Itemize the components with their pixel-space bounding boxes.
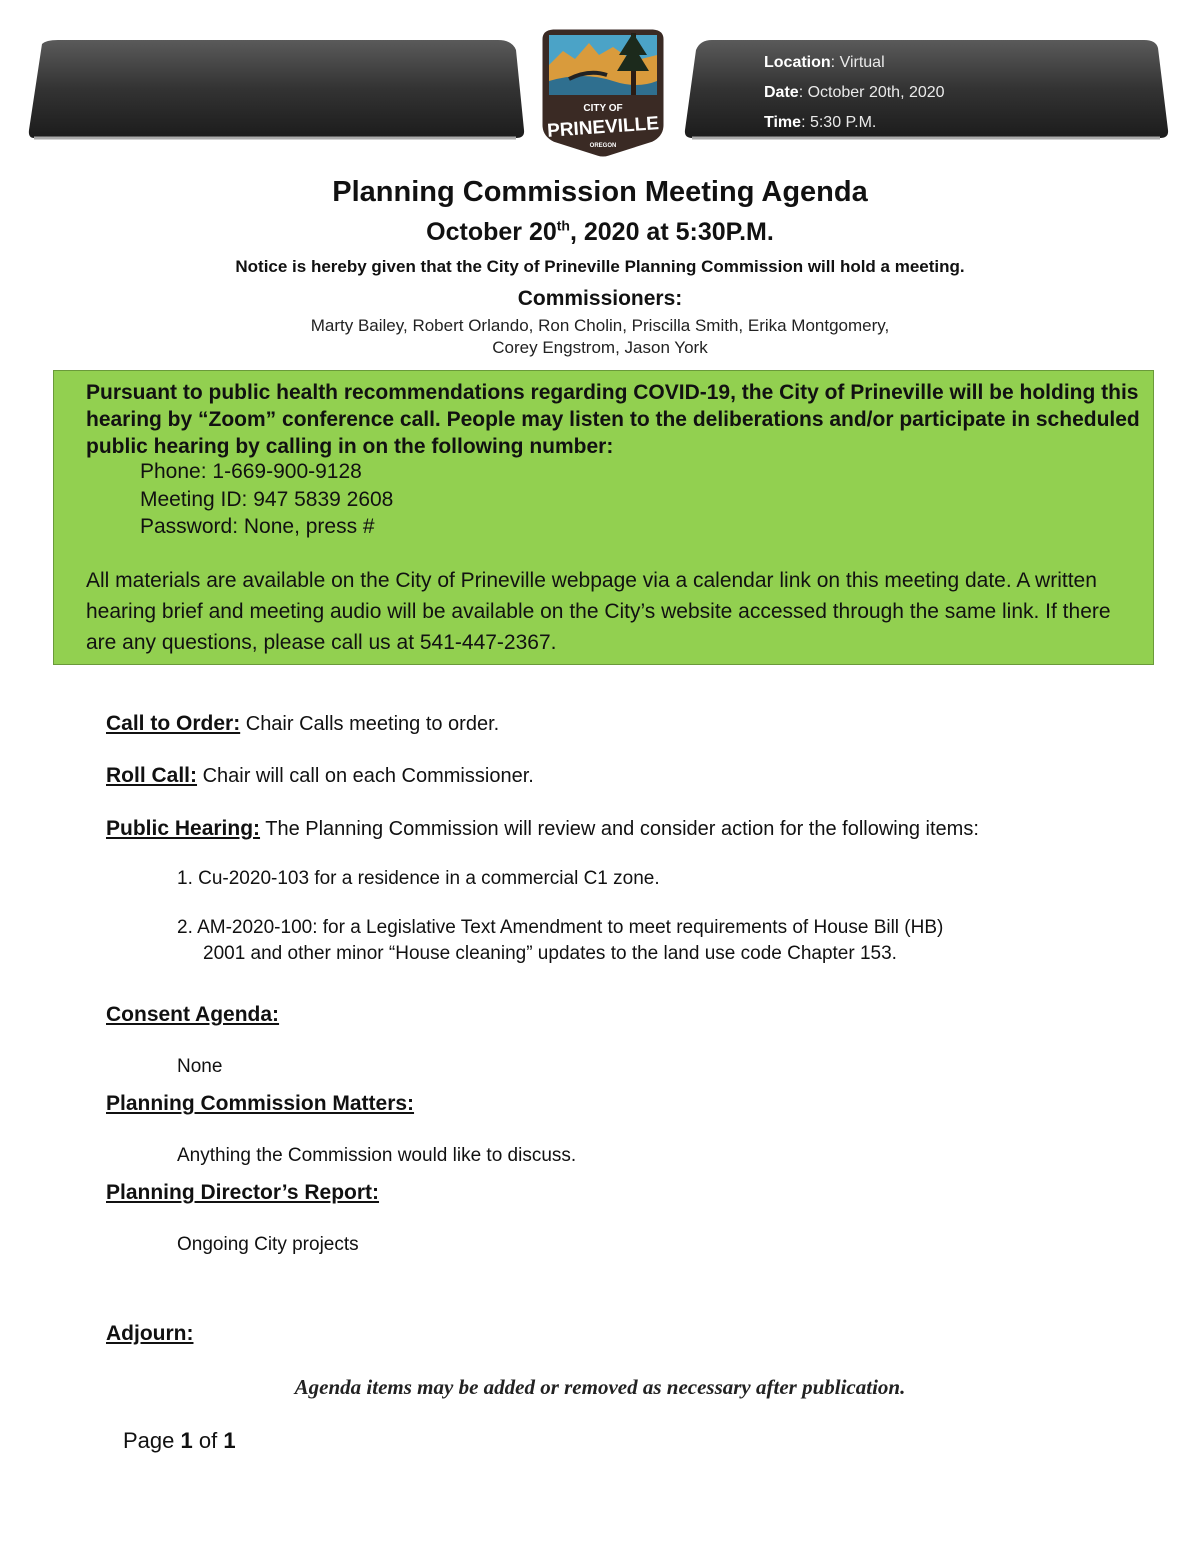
notice-line: Notice is hereby given that the City of Prineville Planning Commission will hold a meeting. (235, 257, 965, 276)
zoom-notice-text: Pursuant to public health recommendations regarding COVID-19, the City of Prineville will be holding this hearing by “Zoom” conference call. People may listen to the deliberations and/or participate in scheduled public hearing by calling in on the following number: (86, 381, 1140, 458)
page-title: Planning Commission Meeting Agenda (332, 176, 868, 208)
public-hearing: Public Hearing: The Planning Commission will review and consider action for the following items: (106, 817, 979, 840)
logo-text-top: CITY OF (583, 103, 623, 114)
hearing-item-1: 1. Cu-2020-103 for a residence in a commercial C1 zone. (177, 868, 660, 889)
meeting-password: Password: None, press # (140, 515, 375, 538)
director-report-heading: Planning Director’s Report: (106, 1181, 380, 1204)
commission-matters-heading: Planning Commission Matters: (106, 1092, 415, 1115)
meeting-date-title: October 20th, 2020 at 5:30P.M. (426, 217, 774, 246)
meeting-info (764, 48, 945, 138)
agenda-disclaimer: Agenda items may be added or removed as necessary after publication. (294, 1375, 906, 1399)
time-line: Time: 5:30 P.M. (764, 114, 877, 131)
header-banner-right (684, 38, 1170, 138)
hearing-item-2: 2. AM-2020-100: for a Legislative Text Amendment to meet requirements of House Bill (HB) 2001 and other minor “House cleaning” updates to the land use code Chapter 153. (177, 917, 944, 964)
call-to-order: Call to Order: Chair Calls meeting to order. (106, 712, 500, 735)
commissioners-list: Marty Bailey, Robert Orlando, Ron Cholin, Priscilla Smith, Erika Montgomery, Corey Engstrom, Jason York (310, 316, 890, 357)
consent-agenda-heading: Consent Agenda: (106, 1003, 280, 1026)
location-line: Location: Virtual (764, 54, 885, 71)
date-line: Date: October 20th, 2020 (764, 84, 945, 101)
roll-call: Roll Call: Chair will call on each Commissioner. (106, 764, 534, 787)
logo-text-main: PRINEVILLE (546, 113, 660, 142)
page-number: Page 1 of 1 (123, 1428, 236, 1453)
phone-number: Phone: 1-669-900-9128 (140, 460, 362, 483)
commissioners-label: Commissioners: (517, 287, 683, 310)
logo-text-bottom: OREGON (589, 143, 617, 149)
consent-agenda-text: None (177, 1056, 223, 1077)
adjourn-heading: Adjourn: (106, 1322, 194, 1345)
materials-text: All materials are available on the City of Prineville webpage via a calendar link on this meeting date. A written hearing brief and meeting audio will be available on the City’s website accessed through the same link. If there are any questions, please call us at 541-447-2367. (86, 569, 1111, 654)
header-banner-left (28, 38, 528, 138)
covid-notice-box (53, 370, 1154, 665)
director-report-text: Ongoing City projects (177, 1234, 359, 1255)
city-logo (533, 25, 673, 160)
meeting-id: Meeting ID: 947 5839 2608 (140, 488, 394, 511)
commission-matters-text: Anything the Commission would like to discuss. (177, 1145, 577, 1166)
